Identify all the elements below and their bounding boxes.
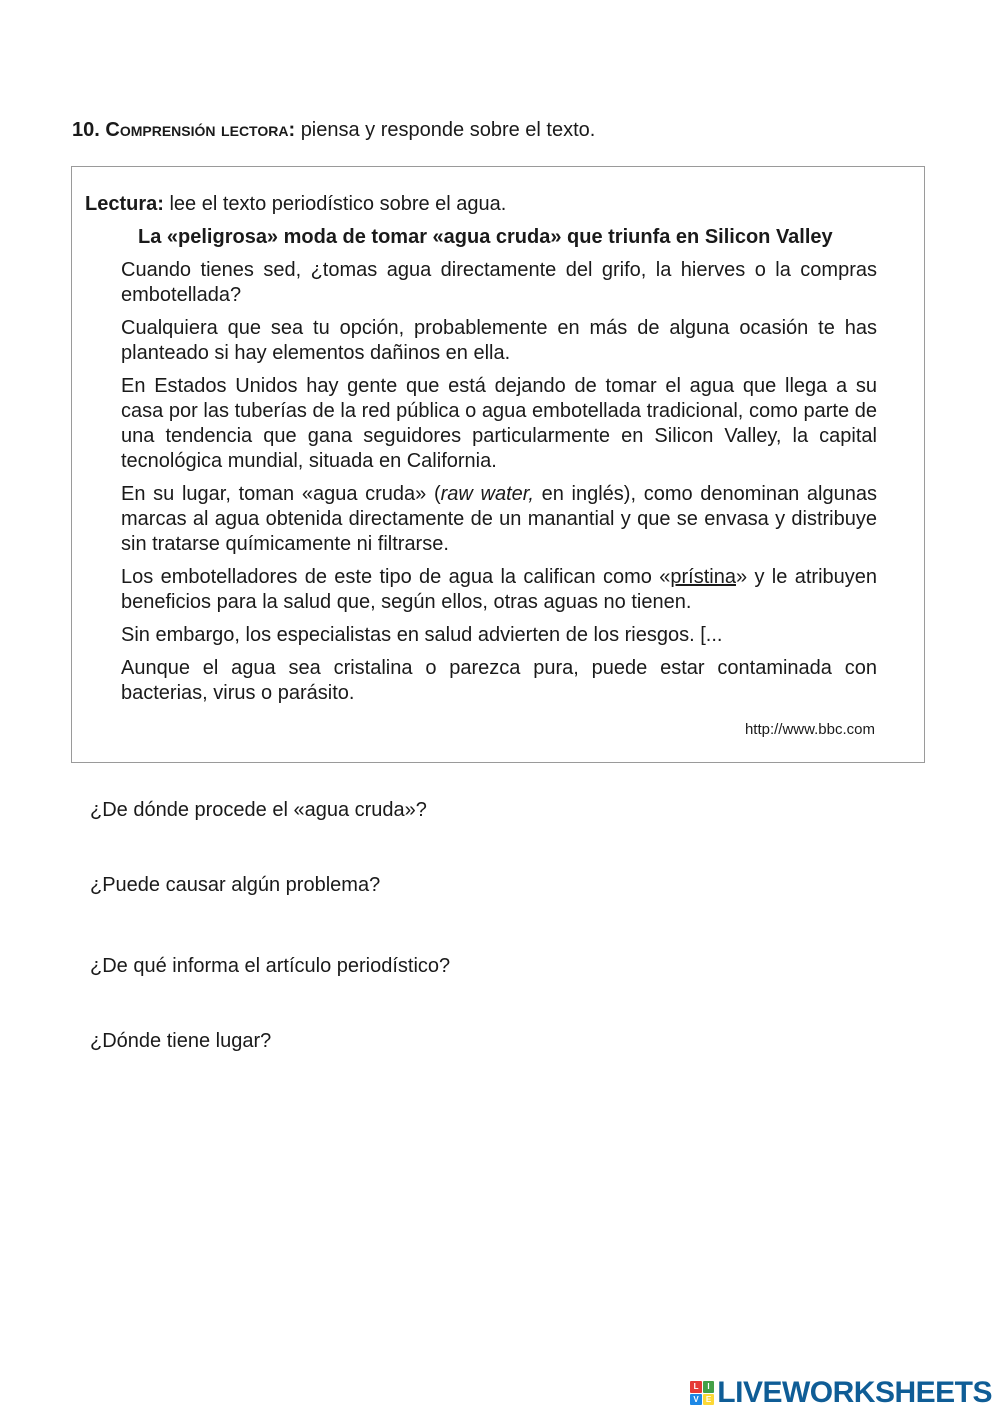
article-paragraph-5-end: » y le atribuyen beneficios para la salud que, según ellos, otras aguas no tienen. [121,566,877,613]
liveworksheets-logo-icon [690,1381,714,1405]
logo-letter-l: L [690,1381,702,1393]
article-paragraph-2: Cualquiera que sea tu opción, probablemente en más de alguna ocasión te has planteado si hay elementos dañinos en ella. [121,317,877,364]
article-paragraph-5-start: Los embotelladores de este tipo de agua la califican como « [121,566,671,588]
logo-letter-v: V [690,1394,702,1406]
reading-intro-label: Lectura: [85,193,164,215]
liveworksheets-brand [690,1376,992,1410]
article-paragraph-4-start: En su lugar, toman «agua cruda» ( [121,483,441,505]
article-body [121,258,877,714]
article-title: La «peligrosa» moda de tomar «agua cruda» que triunfa en Silicon Valley [138,226,833,248]
question-4: ¿Dónde tiene lugar? [90,1030,272,1052]
article-paragraph-4-end: en inglés), como denominan algunas marcas al agua obtenida directamente de un manantial y que se envasa y distribuye sin tratarse químicamente ni filtrarse. [121,483,877,555]
logo-letter-e: E [703,1394,715,1406]
exercise-number: 10. [72,119,100,141]
article-paragraph-5 [121,565,877,615]
article-paragraph-1: Cuando tienes sed, ¿tomas agua directamente del grifo, la hierves o la compras embotellada? [121,259,877,306]
logo-letter-i: I [703,1381,715,1393]
article-paragraph-6: Sin embargo, los especialistas en salud advierten de los riesgos. [... [121,624,723,646]
article-paragraph-7: Aunque el agua sea cristalina o parezca pura, puede estar contaminada con bacterias, virus o parásito. [121,657,877,704]
raw-water-term: raw water, [440,483,534,505]
article-paragraph-4 [121,482,877,557]
reading-box [71,166,925,763]
pristina-term: prístina [670,566,736,588]
source-link: http://www.bbc.com [744,721,875,738]
article-paragraph-3: En Estados Unidos hay gente que está dejando de tomar el agua que llega a su casa por las tuberías de la red pública o agua embotellada tradicional, como parte de una tendencia que gana seguidores particularmente en Silicon Valley, la capital tecnológica mundial, situada en California. [121,375,877,472]
reading-intro-text: lee el texto periodístico sobre el agua. [169,193,507,215]
exercise-title: Comprensión lectora: [105,119,296,141]
question-2: ¿Puede causar algún problema? [90,874,381,896]
question-1: ¿De dónde procede el «agua cruda»? [90,799,427,821]
reading-intro [85,192,506,216]
liveworksheets-wordmark: LIVEWORKSHEETS [717,1376,992,1409]
exercise-instruction: piensa y responde sobre el texto. [300,119,596,141]
exercise-heading [72,117,595,143]
question-3: ¿De qué informa el artículo periodístico? [90,955,451,977]
